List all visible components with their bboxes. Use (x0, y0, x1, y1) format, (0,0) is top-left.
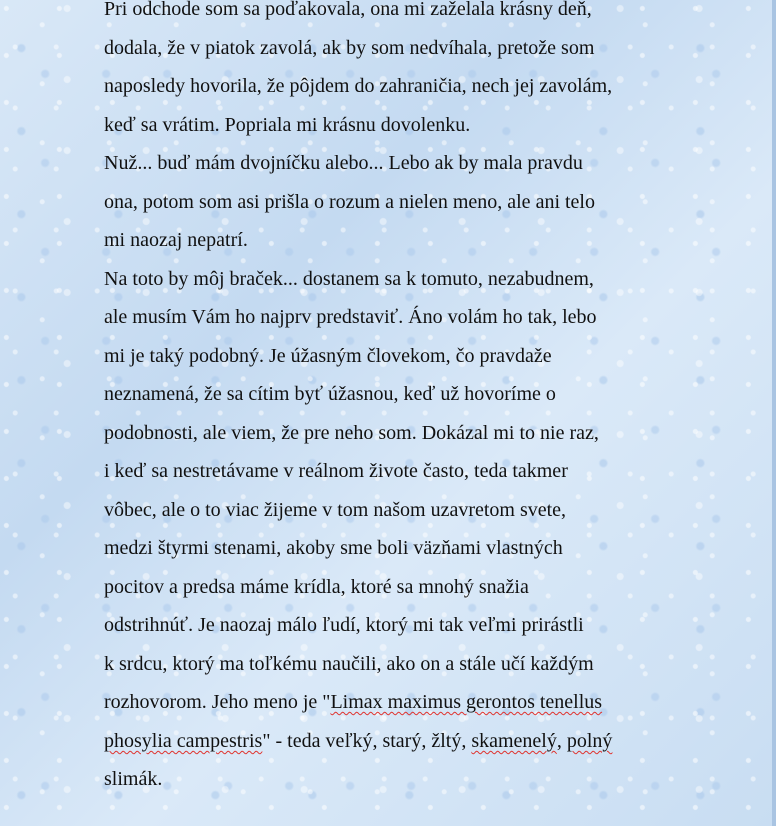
text-line: Nuž... buď mám dvojníčku alebo... Lebo ak by mala pravdu (104, 152, 583, 174)
text-line: ale musím Vám ho najprv predstaviť. Áno volám ho tak, lebo (104, 306, 597, 328)
spellcheck-flagged-text: phosylia campestris (104, 730, 263, 752)
spellcheck-flagged-text: Limax maximus gerontos tenellus (330, 691, 603, 713)
text-line: vôbec, ale o to viac žijeme v tom našom uzavretom svete, (104, 499, 567, 521)
text-line: neznamená, že sa cítim byť úžasnou, keď už hovoríme o (104, 383, 556, 405)
text-segment: rozhovorom. Jeho meno je " (104, 691, 331, 713)
text-line: mi je taký podobný. Je úžasným človekom, čo pravdaže (104, 345, 552, 367)
text-line: odstrihnúť. Je naozaj málo ľudí, ktorý mi tak veľmi prirástli (104, 614, 584, 636)
text-line: pocitov a predsa máme krídla, ktoré sa mnohý snažia (104, 576, 529, 598)
text-line: podobnosti, ale viem, že pre neho som. Dokázal mi to nie raz, (104, 422, 599, 444)
text-line: slimák. (104, 768, 163, 790)
text-line: Pri odchode som sa poďakovala, ona mi zaželala krásny deň, (104, 0, 592, 20)
text-line: naposledy hovorila, že pôjdem do zahraničia, nech jej zavolám, (104, 75, 613, 97)
spellcheck-flagged-word: skamenelý (471, 730, 557, 752)
text-line (104, 690, 602, 714)
text-line: dodala, že v piatok zavolá, ak by som nedvíhala, pretože som (104, 37, 595, 59)
text-line: Na toto by môj braček... dostanem sa k tomuto, nezabudnem, (104, 268, 594, 290)
text-line: ona, potom som asi prišla o rozum a nielen meno, ale ani telo (104, 191, 595, 213)
text-line: mi naozaj nepatrí. (104, 229, 248, 251)
page-edge (772, 0, 776, 826)
text-segment: , (556, 730, 567, 752)
text-line (104, 729, 612, 753)
text-segment: " - teda veľký, starý, žltý, (262, 730, 472, 752)
text-line: k srdcu, ktorý ma toľkému naučili, ako on a stále učí každým (104, 653, 594, 675)
text-line: medzi štyrmi stenami, akoby sme boli väzňami vlastných (104, 537, 563, 559)
text-line: keď sa vrátim. Popriala mi krásnu dovolenku. (104, 114, 471, 136)
spellcheck-flagged-word: polný (566, 730, 613, 752)
text-line: i keď sa nestretávame v reálnom živote často, teda takmer (104, 460, 568, 482)
